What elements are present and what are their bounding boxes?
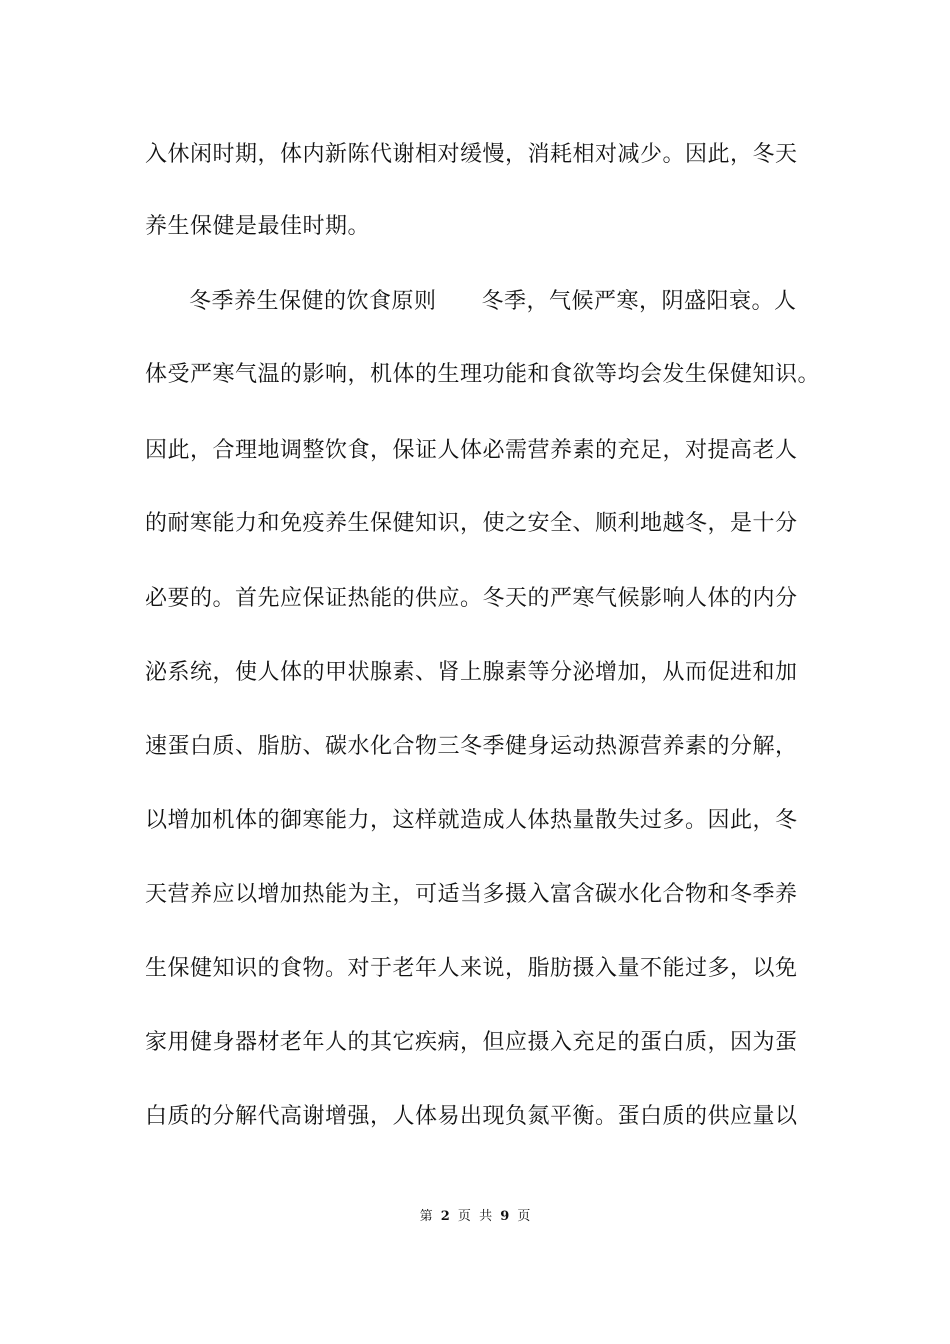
text-line: 泌系统，使人体的甲状腺素、肾上腺素等分泌增加，从而促进和加 bbox=[145, 660, 798, 685]
text-line: 生保健知识的食物。对于老年人来说，脂肪摄入量不能过多，以免 bbox=[145, 956, 798, 981]
text-line: 速蛋白质、脂肪、碳水化合物三冬季健身运动热源营养素的分解， bbox=[145, 734, 798, 759]
current-page-number: 2 bbox=[440, 1209, 450, 1224]
footer-gong: 共 bbox=[479, 1209, 493, 1224]
footer-di: 第 bbox=[419, 1209, 433, 1224]
section-heading-line: 冬季养生保健的饮食原则 冬季，气候严寒，阴盛阳衰。人 bbox=[189, 289, 797, 314]
text-line: 家用健身器材老年人的其它疾病，但应摄入充足的蛋白质，因为蛋 bbox=[145, 1030, 798, 1055]
text-line: 体受严寒气温的影响，机体的生理功能和食欲等均会发生保健知识。 bbox=[145, 362, 821, 387]
text-line: 必要的。首先应保证热能的供应。冬天的严寒气候影响人体的内分 bbox=[145, 586, 798, 611]
text-line: 以增加机体的御寒能力，这样就造成人体热量散失过多。因此，冬 bbox=[145, 808, 798, 833]
text-line: 的耐寒能力和免疫养生保健知识，使之安全、顺利地越冬，是十分 bbox=[145, 511, 798, 536]
page-footer bbox=[0, 1208, 950, 1226]
text-line: 养生保健是最佳时期。 bbox=[145, 214, 371, 239]
text-line: 因此，合理地调整饮食，保证人体必需营养素的充足，对提高老人 bbox=[145, 438, 798, 463]
total-pages-number: 9 bbox=[500, 1209, 510, 1224]
footer-ye: 页 bbox=[457, 1209, 471, 1224]
footer-ye-2: 页 bbox=[517, 1209, 531, 1224]
text-line: 天营养应以增加热能为主，可适当多摄入富含碳水化合物和冬季养 bbox=[145, 882, 798, 907]
text-line: 白质的分解代高谢增强，人体易出现负氮平衡。蛋白质的供应量以 bbox=[145, 1104, 798, 1129]
text-line: 入休闲时期，体内新陈代谢相对缓慢，消耗相对减少。因此，冬天 bbox=[145, 142, 798, 167]
